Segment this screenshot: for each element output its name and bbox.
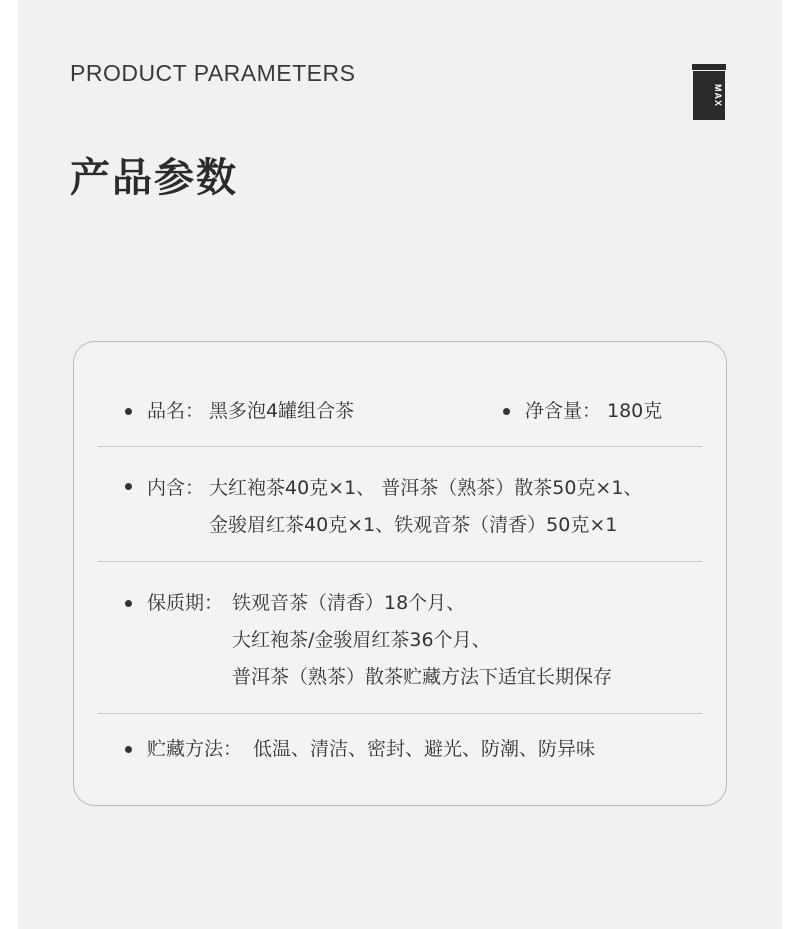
shelf-life-line-1: 铁观音茶（清香）18个月、 xyxy=(232,592,466,614)
chinese-title: 产品参数 xyxy=(70,155,238,201)
storage-value: 低温、清洁、密封、避光、防潮、防异味 xyxy=(253,738,596,760)
parameters-card xyxy=(73,341,727,806)
contents-line-1: 大红袍茶40克×1、 普洱茶（熟茶）散茶50克×1、 xyxy=(209,477,643,499)
name-label: 品名： xyxy=(147,400,205,422)
can-lid xyxy=(692,64,726,70)
name-value: 黑多泡4罐组合茶 xyxy=(209,400,355,422)
net-weight-value: 180克 xyxy=(607,400,663,422)
shelf-life-line-3: 普洱茶（熟茶）散茶贮藏方法下适宜长期保存 xyxy=(232,666,613,688)
divider xyxy=(98,713,702,714)
divider xyxy=(98,561,702,562)
bullet-icon xyxy=(125,483,132,490)
shelf-life-label: 保质期： xyxy=(147,592,224,614)
bullet-icon xyxy=(125,408,132,415)
english-title: PRODUCT PARAMETERS xyxy=(70,60,356,86)
contents-line-2: 金骏眉红茶40克×1、铁观音茶（清香）50克×1 xyxy=(209,514,618,536)
shelf-life-line-2: 大红袍茶/金骏眉红茶36个月、 xyxy=(232,629,491,651)
bullet-icon xyxy=(125,600,132,607)
page-background xyxy=(18,0,782,929)
max-badge-text: MAX xyxy=(713,83,723,107)
max-can-icon xyxy=(692,64,726,120)
contents-label: 内含： xyxy=(147,477,205,499)
net-weight-label: 净含量： xyxy=(525,400,602,422)
can-body xyxy=(693,71,725,120)
bullet-icon xyxy=(503,408,510,415)
bullet-icon xyxy=(125,746,132,753)
storage-label: 贮藏方法： xyxy=(147,738,243,760)
divider xyxy=(98,446,702,447)
